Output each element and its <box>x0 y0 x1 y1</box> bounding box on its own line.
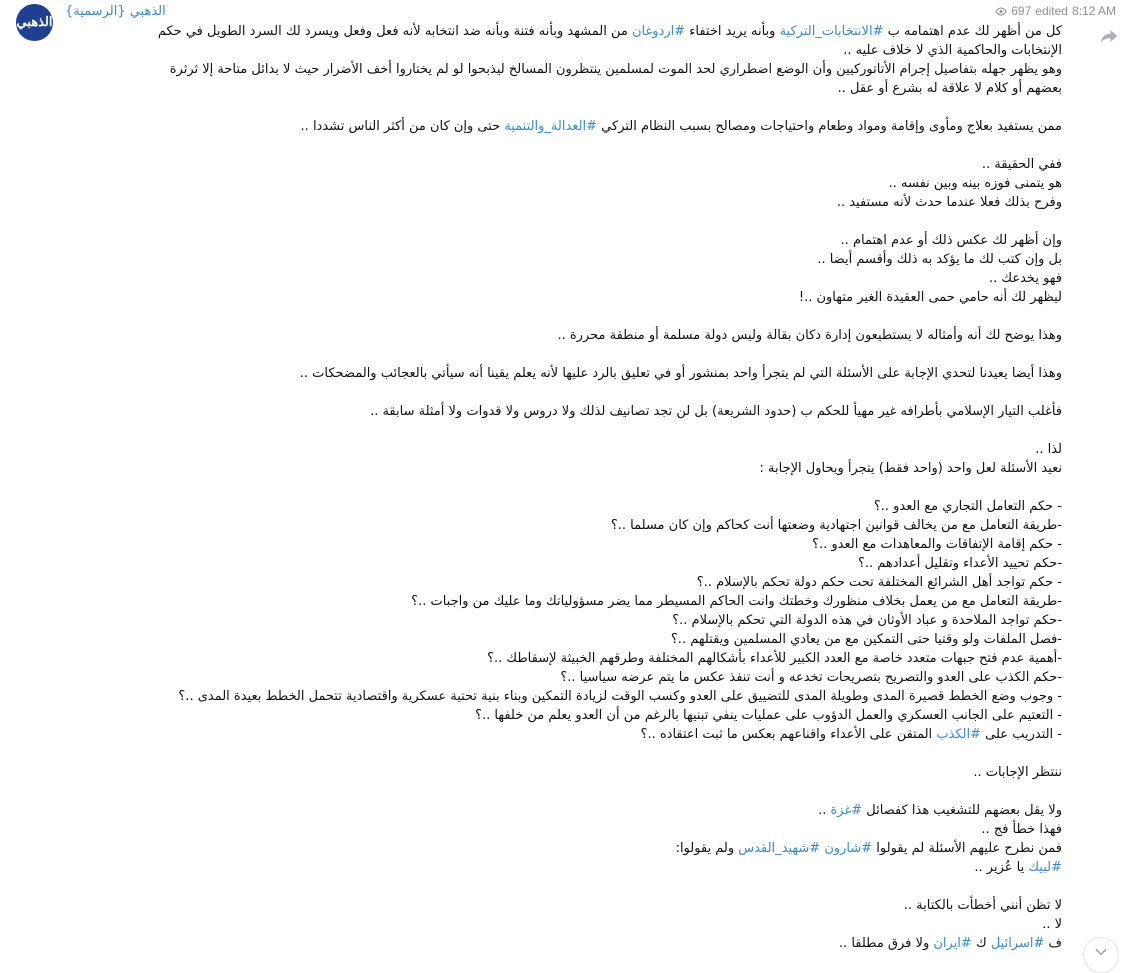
message-text: ولا فرق مطلقا .. <box>838 936 934 951</box>
message-text: - وجوب وضع الخطط قصيرة المدى وطويلة المدى للتضييق على العدو وكسب الوقت لزيادة التمكين وبناء بنية تحتية عسكرية واقتصادية تتحمل الخطط بعيدة المدى ..؟ <box>178 689 1062 704</box>
hashtag-link[interactable]: #اردوغان <box>631 24 686 39</box>
message-line <box>62 155 1062 174</box>
message-text: حتى وإن كان من أكثر الناس تشددا .. <box>300 119 505 134</box>
message-text: ولم يقولوا: <box>675 841 739 856</box>
message-line <box>62 744 1062 763</box>
message-text: -حكم الكذب على العدو والتصريح بتصريحات تخدعه و أنت تنفذ عكس ما يتم عرضه سياسيا ..؟ <box>560 670 1062 685</box>
message-text: وهذا أيضا يعيدنا لتحدي الإجابة على الأسئلة التي لم يتجرأ واحد بمنشور أو في تعليق بالرد عليها لأنه يعلم يقينا أنه سيأتي بالعجائب والمضحكات .. <box>299 366 1062 381</box>
message-line <box>62 364 1062 383</box>
message-text: ف <box>1044 936 1062 951</box>
hashtag-link[interactable]: #غزة <box>830 803 863 818</box>
message-line <box>62 934 1062 953</box>
message-line <box>62 877 1062 896</box>
message-line <box>62 326 1062 345</box>
message-text: يا عُزير .. <box>974 860 1029 875</box>
message-line <box>62 478 1062 497</box>
message-text: وإن أظهر لك عكس ذلك أو عدم اهتمام .. <box>840 233 1062 248</box>
message-line <box>62 592 1062 611</box>
hashtag-link[interactable]: #شارون <box>824 841 873 856</box>
hashtag-link[interactable]: #العدالة_والتنمية <box>504 119 598 134</box>
chevron-down-icon <box>1094 945 1108 959</box>
message-text: وفرح بذلك فعلا عندما حدث لأنه مستفيد .. <box>836 195 1062 210</box>
message-line <box>62 554 1062 573</box>
message-line <box>62 440 1062 459</box>
message-line <box>62 98 1062 117</box>
hashtag-link[interactable]: #لبيك <box>1028 860 1062 875</box>
message-text: -حكم تواجد الملاحدة و عباد الأوثان في هذه الدولة التي تحكم بالإسلام ..؟ <box>672 613 1062 628</box>
message-text: -حكم تحييد الأعداء وتقليل أعدادهم ..؟ <box>857 556 1062 571</box>
post-meta <box>995 4 1116 18</box>
message-line <box>62 782 1062 801</box>
message-text: هو يتمنى فوزه بينه وبين نفسه .. <box>888 176 1062 191</box>
message-line <box>62 763 1062 782</box>
message-line <box>62 915 1062 934</box>
message-line <box>62 497 1062 516</box>
message-line <box>62 630 1062 649</box>
message-text: ففي الحقيقة .. <box>981 157 1062 172</box>
message-line <box>62 649 1062 668</box>
message-body <box>62 22 1062 953</box>
message-line <box>62 174 1062 193</box>
message-line <box>62 820 1062 839</box>
message-line <box>62 459 1062 478</box>
message-text: فمن نطرح عليهم الأسئلة لم يقولوا <box>872 841 1062 856</box>
hashtag-link[interactable]: #شهيد_القدس <box>738 841 821 856</box>
message-line <box>62 516 1062 535</box>
message-text: ممن يستفيد بعلاج ومأوى وإقامة ومواد وطعام واحتياجات ومصالح بسبب النظام التركي <box>597 119 1062 134</box>
message-text: - التعتيم على الجانب العسكري والعمل الدؤوب على عمليات ينفي تبنيها بالرغم من أن العدو يعلم من خلفها ..؟ <box>475 708 1062 723</box>
message-text: - حكم إقامة الإتفاقات والمعاهدات مع العدو ..؟ <box>812 537 1062 552</box>
hashtag-link[interactable]: #اسرائيل <box>990 936 1045 951</box>
message-text: ننتظر الإجابات .. <box>973 765 1062 780</box>
message-text: .. <box>818 803 831 818</box>
message-text: لذا .. <box>1035 442 1062 457</box>
message-line <box>62 421 1062 440</box>
message-line <box>62 858 1062 877</box>
message-line <box>62 79 1062 98</box>
message-text: - التدريب على <box>981 727 1062 742</box>
eye-icon <box>995 7 1007 16</box>
message-text: ك <box>971 936 991 951</box>
message-text: بل وإن كتب لك ما يؤكد به ذلك وأقسم أيضا .. <box>817 252 1062 267</box>
message-line <box>62 706 1062 725</box>
message-text: -طريقة التعامل مع من يعمل بخلاف منظورك وخطتك وانت الحاكم المسيطر مما يضر مسؤولياتك وما عليك من واجبات ..؟ <box>411 594 1062 609</box>
message-line <box>62 117 1062 136</box>
hashtag-link[interactable]: #الكذب <box>936 727 982 742</box>
message-line <box>62 402 1062 421</box>
message-text: لا تظن أنني أخطأت بالكتابة .. <box>903 898 1062 913</box>
message-text: وهذا يوضح لك أنه وأمثاله لا يستطيعون إدارة دكان بقالة وليس دولة مسلمة أو منطقة محررة .. <box>557 328 1062 343</box>
message-line <box>62 383 1062 402</box>
message-line <box>62 269 1062 288</box>
message-line <box>62 345 1062 364</box>
hashtag-link[interactable]: #ايران <box>933 936 972 951</box>
message-line <box>62 41 1062 60</box>
hashtag-link[interactable]: #الانتخابات_التركية <box>779 24 884 39</box>
message-line <box>62 307 1062 326</box>
channel-avatar[interactable]: الذهبي <box>16 4 53 41</box>
message-text: فأغلب التيار الإسلامي بأطرافه غير مهيأ للحكم ب (حدود الشريعة) بل لن تجد تصانيف لذلك ولا دروس ولا قدوات ولا أمثلة سابقة .. <box>370 404 1062 419</box>
message-text: -فصل الملفات ولو وقتيا حتى التمكين مع من يعادي المسلمين ويقتلهم ..؟ <box>670 632 1062 647</box>
message-text: وهو يظهر جهله بتفاصيل إجرام الأتاتوركيين وأن الوضع اضطراري لحد الموت لمسلمين ينتظرون المسالخ ليذبحوا لو لم يختاروا أخف الأضرار حيث لا بدائل متاحة إلا ثرثرة <box>169 62 1062 77</box>
message-line <box>62 896 1062 915</box>
message-text: لا .. <box>1042 917 1062 932</box>
message-text: نعيد الأسئلة لعل واحد (واحد فقط) يتجرأ ويحاول الإجابة : <box>759 461 1062 476</box>
message-text: - حكم تواجد أهل الشرائع المختلفة تحت حكم دولة تحكم بالإسلام ..؟ <box>696 575 1062 590</box>
message-text: وبأنه يريد اختفاء <box>685 24 780 39</box>
message-line <box>62 535 1062 554</box>
message-text: ليظهر لك أنه حامي حمى العقيدة الغير متهاون ..! <box>798 290 1062 305</box>
message-line <box>62 668 1062 687</box>
message-line <box>62 611 1062 630</box>
message-line <box>62 193 1062 212</box>
message-line <box>62 136 1062 155</box>
message-text: كل من أظهر لك عدم اهتمامه ب <box>883 24 1062 39</box>
post-time: 8:12 AM <box>1071 4 1116 18</box>
scroll-down-button[interactable] <box>1083 937 1119 973</box>
message-line <box>62 250 1062 269</box>
message-line <box>62 231 1062 250</box>
message-line <box>62 839 1062 858</box>
message-line <box>62 212 1062 231</box>
message-text: - حكم التعامل التجاري مع العدو ..؟ <box>873 499 1062 514</box>
message-text: فهو يخدعك .. <box>989 271 1062 286</box>
edited-label: edited <box>1035 4 1068 18</box>
message-line <box>62 288 1062 307</box>
channel-name[interactable]: الذهبي {الرسمية} <box>65 4 166 19</box>
message-text: -طريقة التعامل مع من يخالف قوانين اجتهادية وضعتها أنت كحاكم وإن كان مسلما ..؟ <box>610 518 1062 533</box>
message-line <box>62 22 1062 41</box>
message-text: بعضهم أو كلام لا علاقة له بشرع أو عقل .. <box>837 81 1062 96</box>
message-text: -أهمية عدم فتح جبهات متعدد خاصة مع العدد الكبير للأعداء بأشكالهم المختلفة وطرقهم الخبيثة لإسقاطك ..؟ <box>487 651 1062 666</box>
message-text: من المشهد وبأنه فتنة وبأنه ضد انتخابه لأنه فعل وفعل ويسرد لك السرد الطويل في حكم <box>157 24 632 39</box>
message-text: المتقن على الأعداء واقناعهم بعكس ما ثبت اعتقاده ..؟ <box>640 727 937 742</box>
message-line <box>62 801 1062 820</box>
message-line <box>62 687 1062 706</box>
message-line <box>62 60 1062 79</box>
share-icon[interactable] <box>1100 28 1118 44</box>
message-line <box>62 573 1062 592</box>
message-text: فهذا خطأ فج .. <box>981 822 1062 837</box>
message-line <box>62 725 1062 744</box>
message-text: ولا يقل بعضهم للتشغيب هذا كفصائل <box>862 803 1062 818</box>
views-count: 697 <box>1011 4 1032 18</box>
message-text: الإنتخابات والحاكمية الذي لا خلاف عليه .. <box>843 43 1062 58</box>
